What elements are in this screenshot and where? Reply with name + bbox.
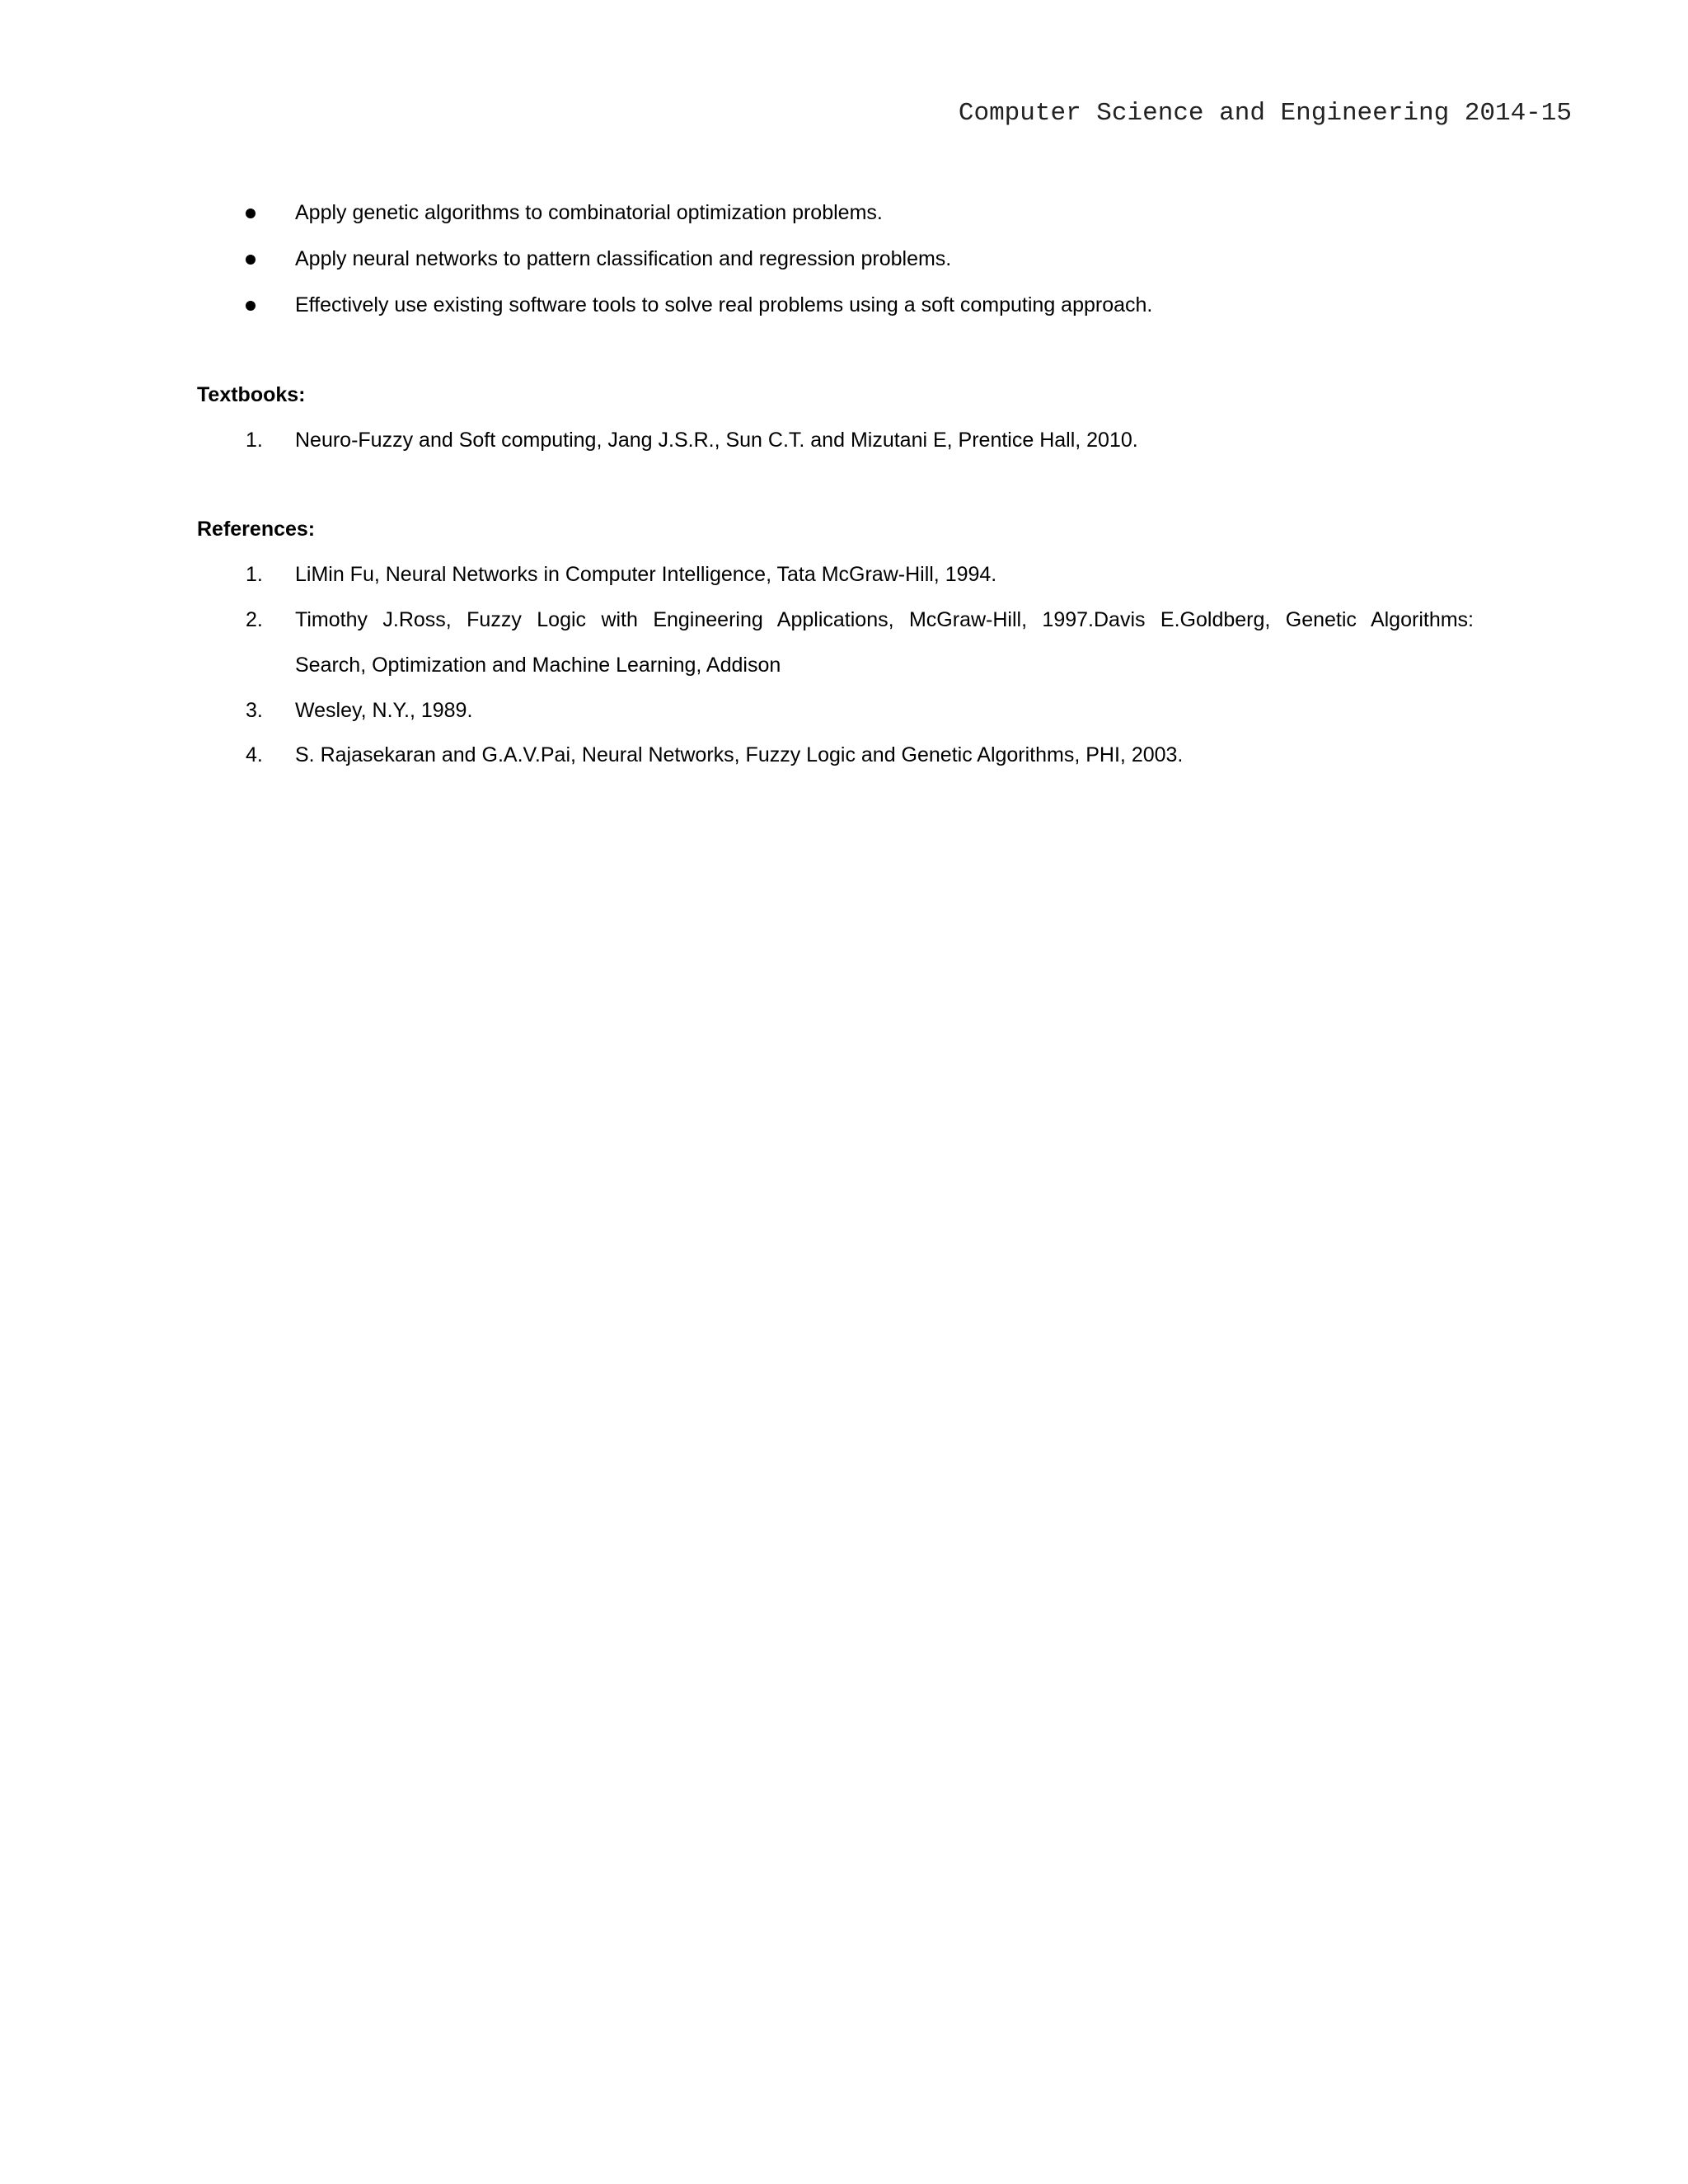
page-header: Computer Science and Engineering 2014-15 [958, 99, 1572, 128]
outcome-item: Apply neural networks to pattern classification and regression problems. [295, 247, 952, 270]
outcome-item: Effectively use existing software tools to solve real problems using a soft computing approach. [295, 293, 1153, 316]
reference-item: S. Rajasekaran and G.A.V.Pai, Neural Networks, Fuzzy Logic and Genetic Algorithms, PHI, 2003. [295, 743, 1184, 766]
list-number: 4. [246, 743, 263, 766]
list-number: 3. [246, 699, 263, 722]
list-number: 2. [246, 608, 263, 631]
bullet-icon [246, 255, 256, 265]
reference-item: Timothy J.Ross, Fuzzy Logic with Engineering Applications, McGraw-Hill, 1997.Davis E.Goldberg, Genetic Algorithms: [295, 608, 1474, 631]
reference-item: LiMin Fu, Neural Networks in Computer Intelligence, Tata McGraw-Hill, 1994. [295, 563, 997, 586]
reference-item: Wesley, N.Y., 1989. [295, 699, 473, 722]
reference-item-continuation: Search, Optimization and Machine Learning, Addison [295, 654, 781, 677]
list-number: 1. [246, 563, 263, 586]
textbooks-heading: Textbooks: [197, 383, 306, 406]
bullet-icon [246, 209, 256, 218]
bullet-icon [246, 301, 256, 311]
textbook-item: Neuro-Fuzzy and Soft computing, Jang J.S.R., Sun C.T. and Mizutani E, Prentice Hall, 2010. [295, 429, 1138, 452]
outcome-item: Apply genetic algorithms to combinatorial optimization problems. [295, 201, 883, 224]
references-heading: References: [197, 518, 316, 541]
list-number: 1. [246, 429, 263, 452]
